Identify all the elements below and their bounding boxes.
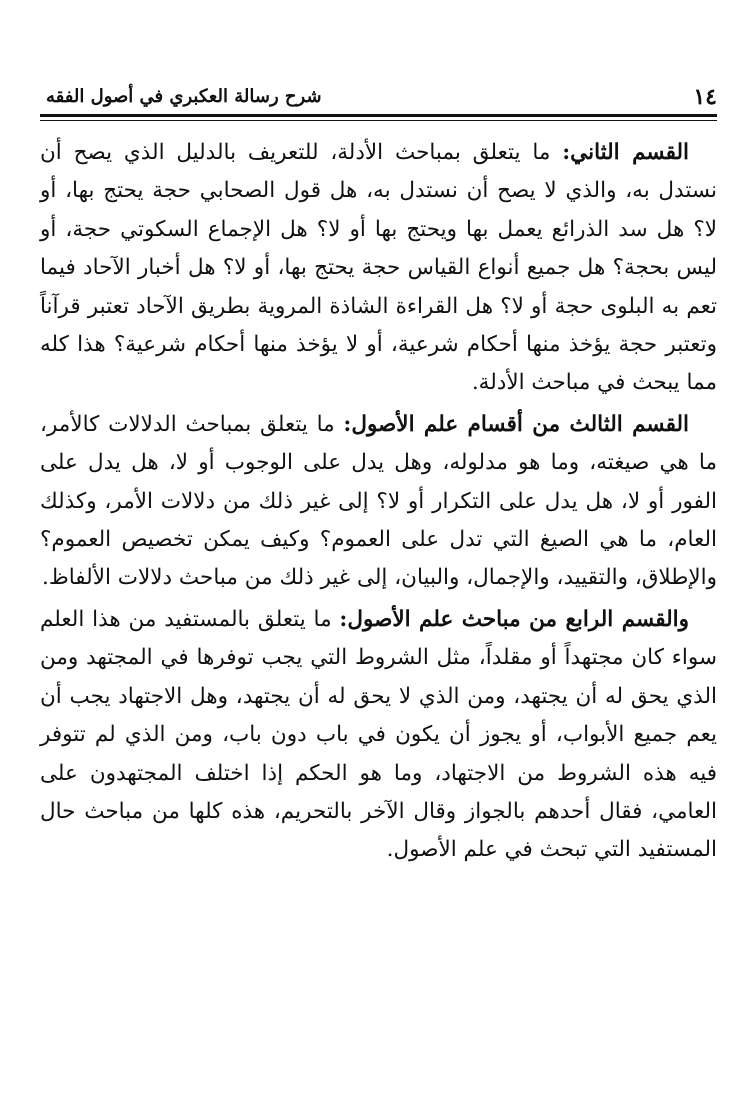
- paragraph-section-3: [40, 406, 717, 598]
- running-header: [40, 80, 717, 110]
- section-heading: القسم الثالث من أقسام علم الأصول:: [343, 411, 689, 437]
- paragraph-text: ما يتعلق بالمستفيد من هذا العلم سواء كان مجتهداً أو مقلداً، مثل الشروط التي يجب توفرها في المجتهد ومن الذي يحق له أن يجتهد، ومن الذي لا يحق له أن يجتهد، وهل الاجتهاد يجب أن يعم جميع الأبواب، أو يجوز أن يكون في باب دون باب، ومن الذي لم تتوفر فيه هذه الشروط من الاجتهاد، وما هو الحكم إذا اختلف المجتهدون على العامي، فقال أحدهم بالجواز وقال الآخر بالتحريم، هذه كلها من مباحث حال المستفيد التي تبحث في علم الأصول.: [40, 606, 717, 863]
- paragraph-text: ما يتعلق بمباحث الأدلة، للتعريف بالدليل الذي يصح أن نستدل به، والذي لا يصح أن نستدل به، هل قول الصحابي حجة يحتج بها، أو لا؟ هل سد الذرائع يعمل بها ويحتج بها أو لا؟ هل الإجماع السكوتي حجة، أو ليس بحجة؟ هل جميع أنواع القياس حجة يحتج بها، أو لا؟ هل أخبار الآحاد فيما تعم به البلوى حجة أو لا؟ هل القراءة الشاذة المروية بطريق الآحاد تعتبر قرآناً وتعتبر حجة يؤخذ منها أحكام شرعية، أو لا يؤخذ منها أحكام شرعية؟ هذا كله مما يبحث في مباحث الأدلة.: [40, 140, 717, 396]
- header-rule-thick: [40, 114, 717, 117]
- paragraph-section-4: [40, 601, 717, 870]
- book-page: [40, 0, 717, 1103]
- header-rule-thin: [40, 120, 717, 121]
- paragraph-section-2: [40, 134, 717, 403]
- section-heading: والقسم الرابع من مباحث علم الأصول:: [339, 606, 689, 632]
- paragraph-text: ما يتعلق بمباحث الدلالات كالأمر، ما هي صيغته، وما هو مدلوله، وهل يدل على الوجوب أو لا، هل يدل على الفور أو لا، هل يدل على التكرار أو لا؟ إلى غير ذلك من دلالات الأمر، وكذلك العام، ما هي الصيغ التي تدل على العموم؟ وكيف يمكن تخصيص العموم؟ والإطلاق، والتقييد، والإجمال، والبيان، إلى غير ذلك من مباحث دلالات الألفاظ.: [40, 411, 717, 591]
- body-text: [40, 134, 717, 873]
- page-number: ١٤: [693, 84, 717, 110]
- section-heading: القسم الثاني:: [562, 140, 689, 165]
- running-title: شرح رسالة العكبري في أصول الفقه: [46, 86, 322, 107]
